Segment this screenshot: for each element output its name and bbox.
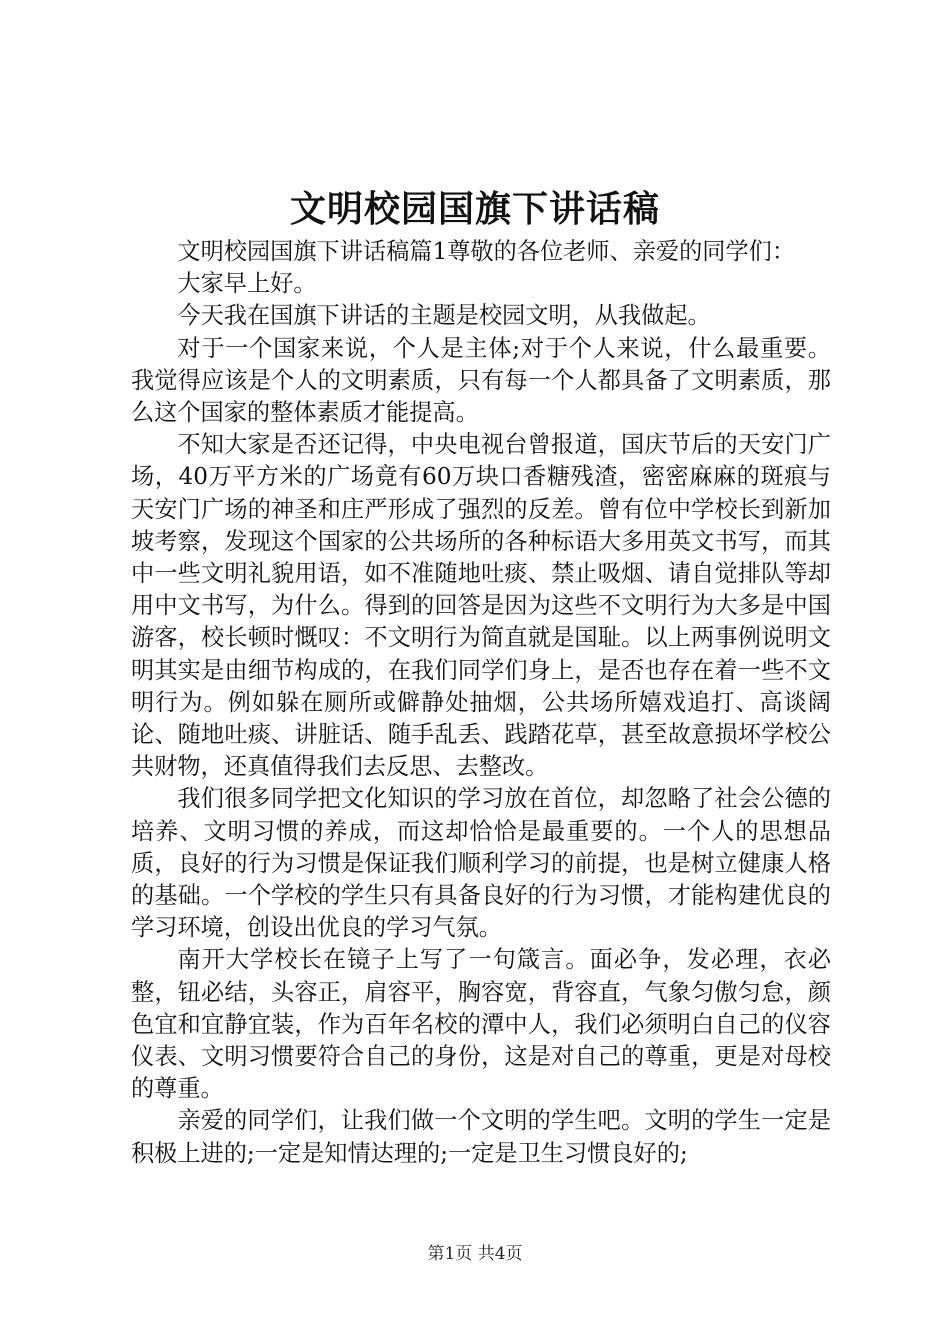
body-paragraph: 对于一个国家来说，个人是主体;对于个人来说，什么最重要。我觉得应该是个人的文明素质，只有每一个人都具备了文明素质，那么这个国家的整体素质才能提高。 [131, 334, 831, 427]
document-body [131, 236, 831, 1170]
greeting-paragraph: 文明校园国旗下讲话稿篇1尊敬的各位老师、亲爱的同学们： [177, 238, 796, 265]
salutation-paragraph: 大家早上好。 [177, 270, 317, 298]
topic-paragraph: 今天我在国旗下讲话的主题是校园文明，从我做起。 [177, 302, 711, 330]
body-paragraph: 不知大家是否还记得，中央电视台曾报道，国庆节后的天安门广场，40万平方米的广场竟有60万块口香糖残渣，密密麻麻的斑痕与天安门广场的神圣和庄严形成了强烈的反差。曾有位中学校长到新加坡考察，发现这个国家的公共场所的各种标语大多用英文书写，而其中一些文明礼貌用语，如不准随地吐痰、禁止吸烟、请自觉排队等却用中文书写，为什么。得到的回答是因为这些不文明行为大多是中国游客，校长顿时慨叹：不文明行为简直就是国耻。以上两事例说明文明其实是由细节构成的，在我们同学们身上，是否也存在着一些不文明行为。例如躲在厕所或僻静处抽烟，公共场所嬉戏追打、高谈阔论、随地吐痰、讲脏话、随手乱丢、践踏花草，甚至故意损坏学校公共财物，还真值得我们去反思、去整改。 [131, 431, 831, 781]
body-paragraph: 我们很多同学把文化知识的学习放在首位，却忽略了社会公德的培养、文明习惯的养成，而这却恰恰是最重要的。一个人的思想品质，良好的行为习惯是保证我们顺利学习的前提，也是树立健康人格的基础。一个学校的学生只有具备良好的行为习惯，才能构建优良的学习环境，创设出优良的学习气氛。 [131, 785, 831, 942]
body-paragraph: 亲爱的同学们，让我们做一个文明的学生吧。文明的学生一定是积极上进的;一定是知情达理的;一定是卫生习惯良好的; [131, 1107, 831, 1167]
document-title: 文明校园国旗下讲话稿 [289, 188, 660, 230]
body-paragraph: 南开大学校长在镜子上写了一句箴言。面必争，发必理，衣必整，钮必结，头容正，肩容平，胸容宽，背容直，气象匀傲匀怠，颜色宜和宜静宜装，作为百年名校的潭中人，我们必须明白自己的仪容仪表、文明习惯要符合自己的身份，这是对自己的尊重，更是对母校的尊重。 [131, 946, 831, 1103]
page-number-footer: 第1页 共4页 [427, 1244, 523, 1264]
